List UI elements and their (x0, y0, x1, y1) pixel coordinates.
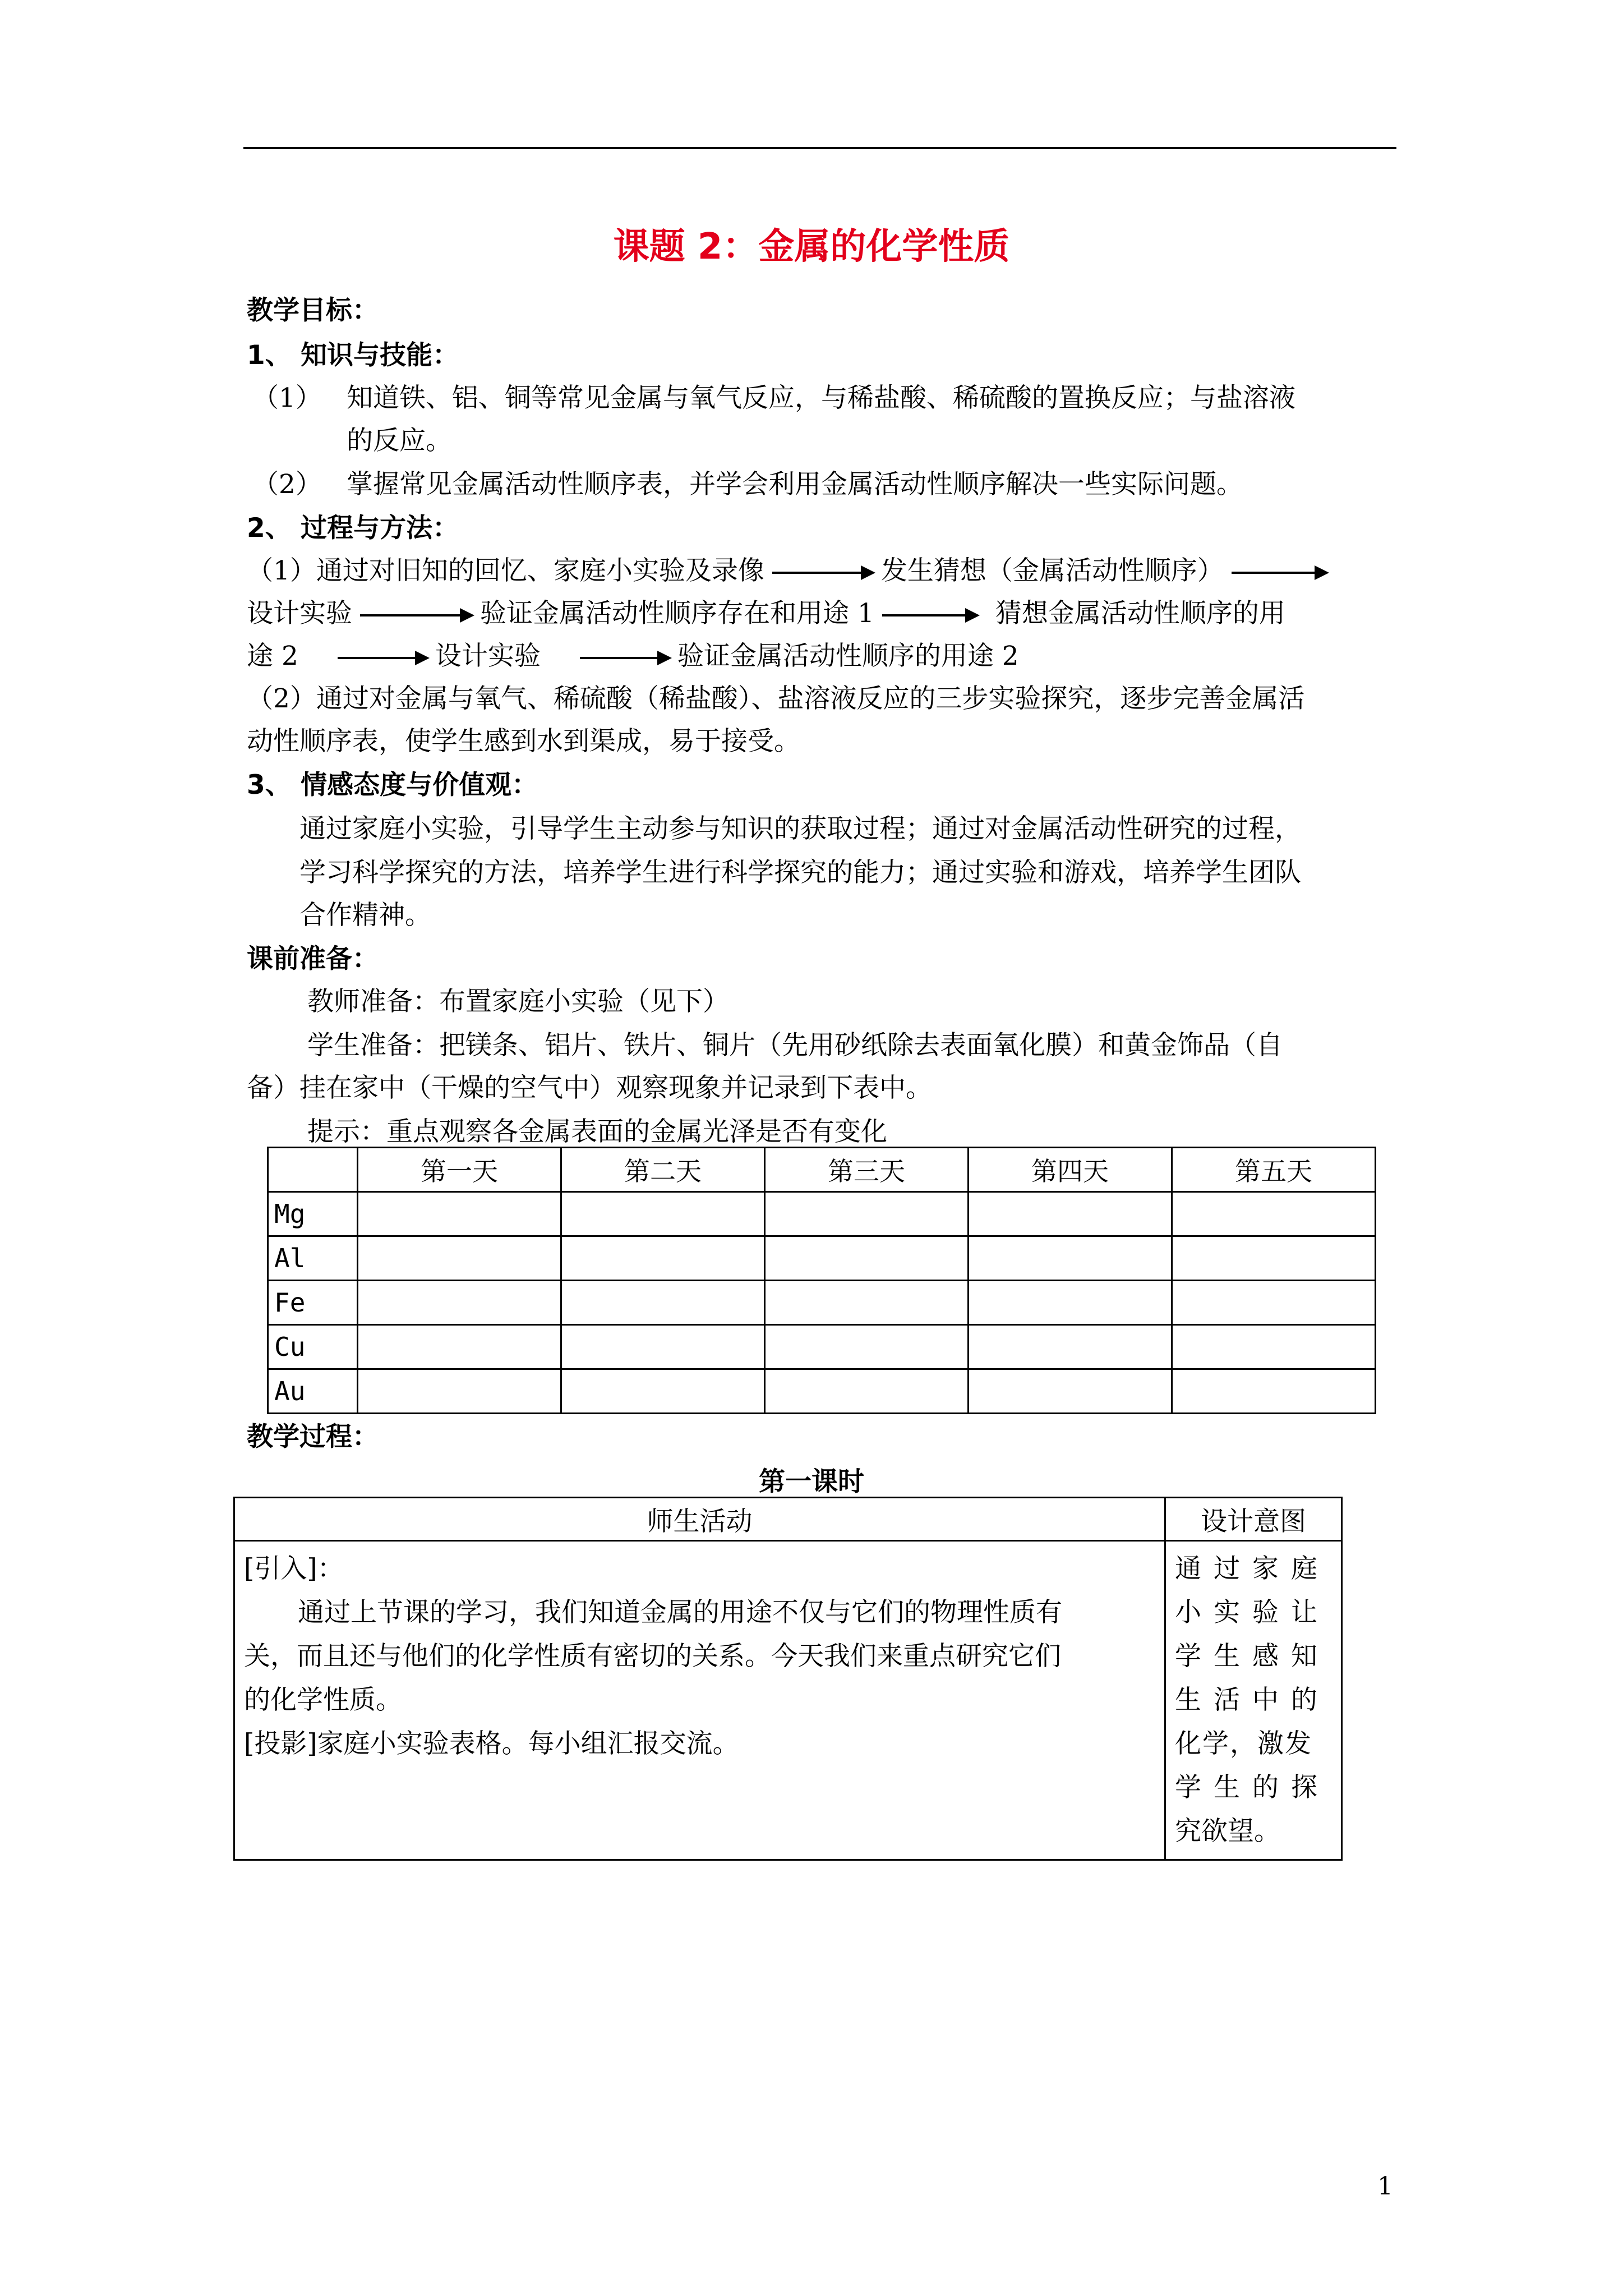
empty-cell (765, 1236, 969, 1281)
intent-line: 学生的探 (1175, 1772, 1330, 1803)
s1-item2-line1: 掌握常见金属活动性顺序表，并学会利用金属活动性顺序解决一些实际问题。 (347, 469, 1243, 500)
flow-step-verify2: 验证金属活动性顺序的用途 2 (677, 641, 1019, 671)
arrow-icon (772, 572, 873, 574)
empty-cell (1172, 1369, 1376, 1414)
activity-line: 的化学性质。 (244, 1685, 402, 1715)
metal-cell: Au (268, 1369, 358, 1414)
intent-line: 化学，激发 (1175, 1728, 1312, 1759)
prep-heading: 课前准备： (247, 944, 379, 974)
s3-line3: 合作精神。 (299, 900, 431, 931)
s1-item1-line2: 的反应。 (347, 425, 452, 456)
s1-item1-number: （1） (252, 383, 322, 413)
empty-cell (1172, 1281, 1376, 1325)
intent-cell (1165, 1541, 1342, 1860)
flow-step-guess-use: 猜想金属活动性顺序的用 (995, 598, 1285, 629)
arrow-icon (360, 614, 472, 616)
header-cell (268, 1148, 358, 1192)
objectives-heading: 教学目标： (247, 295, 379, 326)
empty-cell (765, 1281, 969, 1325)
empty-cell (765, 1192, 969, 1236)
s2-para2-line1: （2）通过对金属与氧气、稀硫酸（稀盐酸）、盐溶液反应的三步实验探究，逐步完善金属活 (247, 683, 1305, 714)
empty-cell (969, 1325, 1172, 1369)
header-cell: 第五天 (1172, 1148, 1376, 1192)
empty-cell (969, 1192, 1172, 1236)
flow-row-3 (247, 635, 1019, 673)
empty-cell (561, 1281, 765, 1325)
flow-step-recall: （1）通过对旧知的回忆、家庭小实验及录像 (247, 555, 764, 586)
empty-cell (765, 1325, 969, 1369)
prep-hint: 提示：重点观察各金属表面的金属光泽是否有变化 (307, 1116, 887, 1147)
arrow-icon (580, 657, 670, 659)
col-header-activities: 师生活动 (234, 1498, 1165, 1541)
s3-line2: 学习科学探究的方法，培养学生进行科学探究的能力；通过实验和游戏，培养学生团队 (299, 857, 1301, 888)
metal-cell: Al (268, 1236, 358, 1281)
intent-line: 通过家庭 (1175, 1553, 1330, 1584)
section-2-heading: 2、 过程与方法： (247, 513, 459, 544)
header-rule (243, 147, 1396, 149)
table-row (268, 1281, 1376, 1325)
empty-cell (358, 1369, 561, 1414)
flow-row-1 (247, 550, 1335, 587)
flow-step-verify: 验证金属活动性顺序存在和用途 1 (480, 598, 874, 629)
table-row (268, 1369, 1376, 1414)
metal-cell: Fe (268, 1281, 358, 1325)
lesson-header-row (234, 1498, 1342, 1541)
lesson-row (234, 1541, 1342, 1860)
flow-row-2 (247, 592, 1285, 630)
empty-cell (358, 1325, 561, 1369)
flow-step-design2: 设计实验 (435, 641, 541, 671)
intent-line: 究欲望。 (1175, 1816, 1280, 1847)
empty-cell (561, 1236, 765, 1281)
s2-para2-line2: 动性顺序表，使学生感到水到渠成，易于接受。 (247, 726, 800, 757)
empty-cell (969, 1236, 1172, 1281)
header-cell: 第一天 (358, 1148, 561, 1192)
flow-step-use2: 途 2 (247, 641, 298, 671)
activity-line: 关，而且还与他们的化学性质有密切的关系。今天我们来重点研究它们 (244, 1641, 1061, 1672)
header-cell: 第二天 (561, 1148, 765, 1192)
empty-cell (765, 1369, 969, 1414)
lesson-table (233, 1497, 1343, 1861)
intent-line: 小实验让 (1175, 1597, 1330, 1628)
activity-cell (234, 1541, 1165, 1860)
page-number: 1 (1377, 2172, 1393, 2201)
arrow-icon (1232, 572, 1327, 574)
header-cell: 第三天 (765, 1148, 969, 1192)
prep-student-line2: 备）挂在家中（干燥的空气中）观察现象并记录到下表中。 (247, 1073, 932, 1103)
intent-line: 生活中的 (1175, 1685, 1330, 1715)
intent-line: 学生感知 (1175, 1641, 1330, 1672)
section-1-heading: 1、 知识与技能： (247, 340, 459, 371)
empty-cell (561, 1325, 765, 1369)
process-heading: 教学过程： (247, 1421, 379, 1452)
intro-label: [引入]： (244, 1553, 344, 1584)
flow-step-design: 设计实验 (247, 598, 352, 629)
metal-cell: Cu (268, 1325, 358, 1369)
empty-cell (561, 1192, 765, 1236)
prep-teacher: 教师准备：布置家庭小实验（见下） (307, 986, 729, 1017)
empty-cell (358, 1281, 561, 1325)
header-cell: 第四天 (969, 1148, 1172, 1192)
s1-item2-number: （2） (252, 469, 322, 500)
arrow-icon (338, 657, 427, 659)
metal-cell: Mg (268, 1192, 358, 1236)
empty-cell (969, 1281, 1172, 1325)
prep-student-line1: 学生准备：把镁条、铝片、铁片、铜片（先用砂纸除去表面氧化膜）和黄金饰品（自 (307, 1030, 1283, 1061)
empty-cell (561, 1369, 765, 1414)
col-header-intent: 设计意图 (1165, 1498, 1342, 1541)
flow-step-hypothesis: 发生猜想（金属活动性顺序） (880, 555, 1224, 586)
section-3-heading: 3、 情感态度与价值观： (247, 770, 538, 800)
table-header-row (268, 1148, 1376, 1192)
table-row (268, 1236, 1376, 1281)
page-title: 课题 2：金属的化学性质 (613, 226, 1010, 268)
lesson-title: 第一课时 (759, 1466, 864, 1497)
activity-line: 通过上节课的学习，我们知道金属的用途不仅与它们的物理性质有 (298, 1597, 1062, 1628)
empty-cell (358, 1192, 561, 1236)
empty-cell (969, 1369, 1172, 1414)
s1-item1-line1: 知道铁、铝、铜等常见金属与氧气反应，与稀盐酸、稀硫酸的置换反应；与盐溶液 (347, 383, 1295, 413)
empty-cell (1172, 1236, 1376, 1281)
table-row (268, 1192, 1376, 1236)
s3-line1: 通过家庭小实验，引导学生主动参与知识的获取过程；通过对金属活动性研究的过程， (299, 813, 1301, 844)
empty-cell (1172, 1192, 1376, 1236)
projection-line: [投影]家庭小实验表格。每小组汇报交流。 (244, 1728, 739, 1759)
table-row (268, 1325, 1376, 1369)
observation-table (267, 1147, 1376, 1414)
empty-cell (1172, 1325, 1376, 1369)
arrow-icon (882, 614, 978, 616)
empty-cell (358, 1236, 561, 1281)
